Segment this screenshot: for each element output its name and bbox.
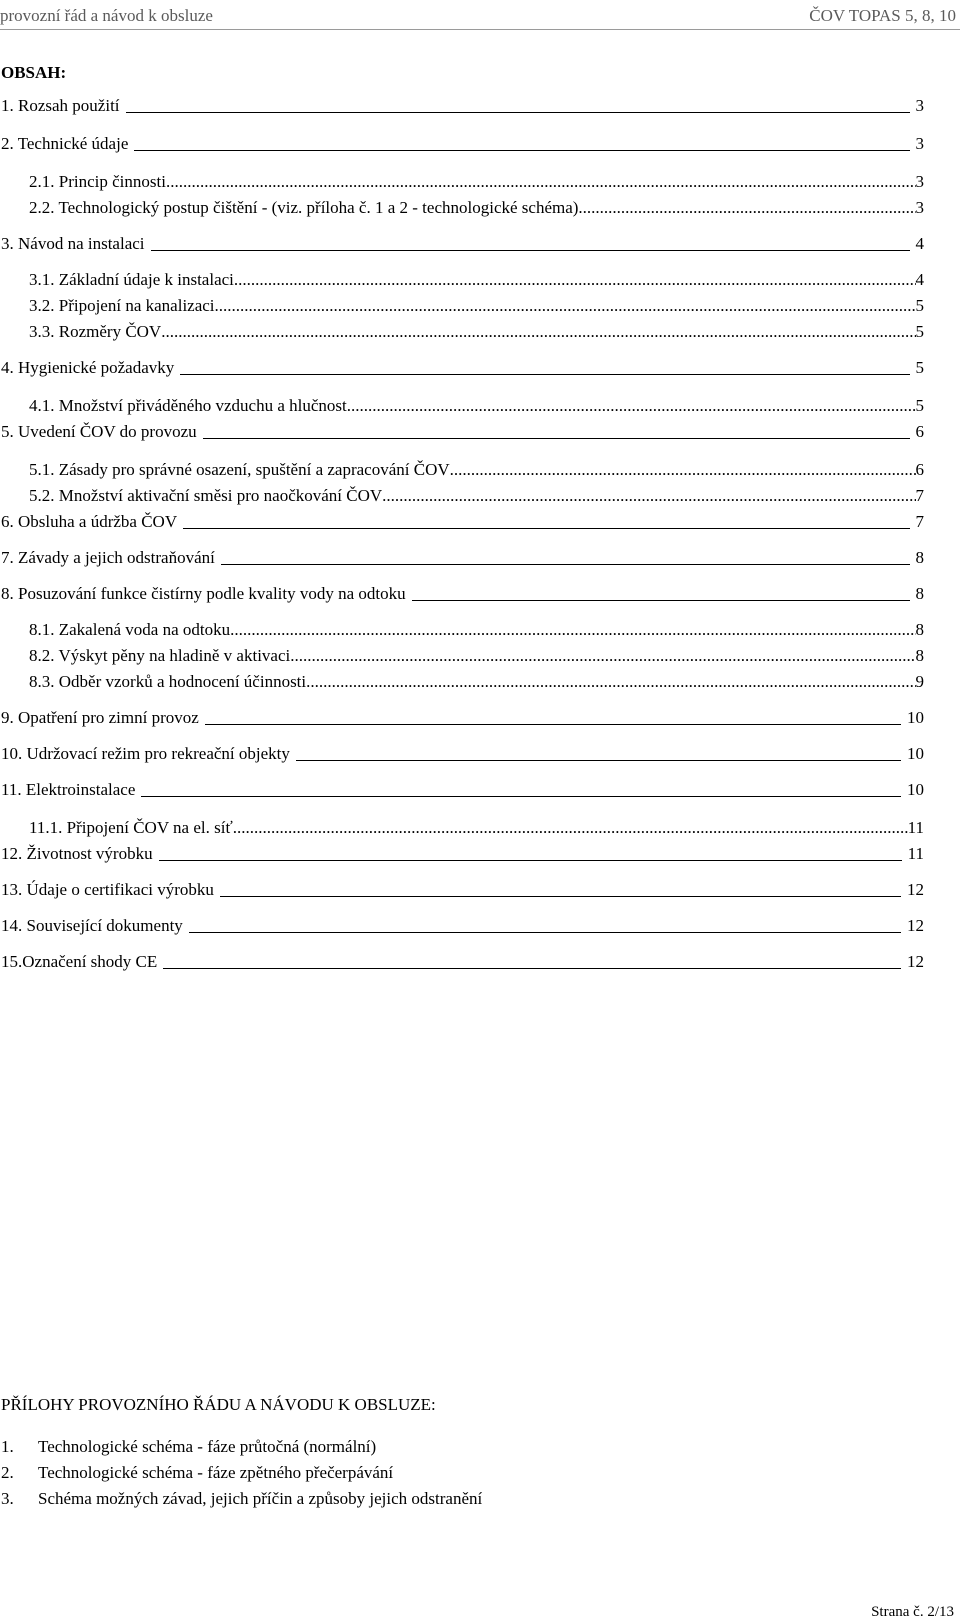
toc-entry-title: 11. Elektroinstalace [1,780,136,799]
line-leader [205,724,901,725]
toc-entry-page: 5 [915,358,924,377]
toc-entry-page: 12 [907,880,924,899]
dot-leader [306,672,915,692]
toc-entry-page: 10 [907,744,924,763]
toc-entry-page: 4 [915,270,924,289]
line-leader [163,968,901,969]
dot-leader [161,322,915,342]
attachment-number: 3. [1,1489,14,1508]
line-leader [189,932,901,933]
toc-entry-page: 4 [915,234,924,253]
line-leader [220,896,901,897]
dot-leader [166,172,916,192]
dot-leader [233,818,908,838]
toc-entry-page: 8 [915,584,924,603]
toc-entry-page: 10 [907,780,924,799]
toc-entry-title: 3.1. Základní údaje k instalaci [29,270,234,289]
header-left-text: provozní řád a návod k obsluze [0,6,213,25]
toc-entry[interactable] [1,742,924,764]
toc-entry-page: 3 [915,96,924,115]
toc-entry-title: 2. Technické údaje [1,134,129,153]
dot-leader [347,396,916,416]
toc-entry-title: 1. Rozsah použití [1,96,120,115]
toc-entry[interactable] [29,670,924,692]
toc-entry-page: 5 [915,296,924,315]
toc-entry[interactable] [29,320,924,342]
toc-entry-title: 4. Hygienické požadavky [1,358,175,377]
toc-entry[interactable] [1,914,924,936]
toc-entry[interactable] [1,842,924,864]
attachment-item [1,1437,376,1457]
line-leader [296,760,901,761]
toc-entry-title: 8.3. Odběr vzorků a hodnocení účinnosti [29,672,307,691]
attachment-text: Technologické schéma - fáze zpětného přečerpávání [38,1463,394,1482]
toc-entry[interactable] [29,196,924,218]
toc-entry[interactable] [29,268,924,290]
toc-entry-title: 7. Závady a jejich odstraňování [1,548,215,567]
toc-entry-title: 14. Související dokumenty [1,916,183,935]
line-leader [134,150,909,151]
line-leader [151,250,910,251]
toc-entry-title: 5. Uvedení ČOV do provozu [1,422,197,441]
toc-entry-page: 12 [907,952,924,971]
toc-entry-page: 8 [915,548,924,567]
toc-entry[interactable] [29,170,924,192]
toc-entry[interactable] [29,816,924,838]
toc-entry-page: 12 [907,916,924,935]
line-leader [180,374,909,375]
toc-entry-title: 10. Udržovací režim pro rekreační objekty [1,744,290,763]
toc-entry[interactable] [29,618,924,640]
toc-entry-title: 8. Posuzování funkce čistírny podle kvality vody na odtoku [1,584,406,603]
toc-entry-title: 9. Opatření pro zimní provoz [1,708,199,727]
header-right-text: ČOV TOPAS 5, 8, 10 [809,6,956,25]
toc-entry[interactable] [29,458,924,480]
toc-entry-page: 3 [915,134,924,153]
toc-entry-title: 12. Životnost výrobku [1,844,153,863]
page-header [0,3,960,30]
line-leader [412,600,910,601]
toc-entry[interactable] [29,484,924,506]
toc-entry-page: 7 [915,486,924,505]
toc-entry-page: 8 [915,646,924,665]
dot-leader [230,620,915,640]
toc-entry[interactable] [1,356,924,378]
toc-entry-title: 11.1. Připojení ČOV na el. síť [29,818,233,837]
toc-entry-title: 3. Návod na instalaci [1,234,145,253]
toc-entry-page: 6 [915,460,924,479]
line-leader [183,528,909,529]
attachment-text: Technologické schéma - fáze průtočná (normální) [38,1437,377,1456]
toc-entry[interactable] [1,778,924,800]
toc-entry[interactable] [29,294,924,316]
toc-entry-title: 5.2. Množství aktivační směsi pro naočkování ČOV [29,486,383,505]
toc-entry-title: 8.1. Zakalená voda na odtoku [29,620,231,639]
toc-entry[interactable] [1,950,924,972]
toc-entry-title: 2.2. Technologický postup čištění - (viz. příloha č. 1 a 2 - technologické schéma) [29,198,579,217]
attachment-item [1,1489,482,1509]
attachment-number: 2. [1,1463,14,1482]
toc-entry-title: 2.1. Princip činnosti [29,172,166,191]
toc-entry[interactable] [29,394,924,416]
toc-entry-title: 3.2. Připojení na kanalizaci [29,296,215,315]
toc-entry[interactable] [1,582,924,604]
toc-entry[interactable] [1,420,924,442]
toc-title: OBSAH: [1,63,67,82]
toc-entry[interactable] [29,644,924,666]
toc-entry-page: 3 [915,172,924,191]
line-leader [203,438,910,439]
dot-leader [215,296,916,316]
line-leader [141,796,901,797]
toc-entry-title: 15.Označení shody CE [1,952,158,971]
toc-entry[interactable] [1,94,924,116]
toc-entry[interactable] [1,132,924,154]
dot-leader [450,460,916,480]
toc-entry[interactable] [1,878,924,900]
toc-entry-page: 11 [907,818,924,837]
attachment-item [1,1463,393,1483]
dot-leader [290,646,915,666]
toc-entry[interactable] [1,706,924,728]
toc-entry-page: 3 [915,198,924,217]
line-leader [221,564,910,565]
toc-entry-title: 4.1. Množství přiváděného vzduchu a hlučnost [29,396,347,415]
toc-entry-title: 13. Údaje o certifikaci výrobku [1,880,214,899]
toc-entry-page: 6 [915,422,924,441]
attachments-title: PŘÍLOHY PROVOZNÍHO ŘÁDU A NÁVODU K OBSLUZE: [1,1395,436,1414]
toc-entry-page: 7 [915,512,924,531]
toc-entry-page: 9 [915,672,924,691]
toc-entry-page: 10 [907,708,924,727]
attachment-number: 1. [1,1437,14,1456]
line-leader [159,860,902,861]
toc-entry-title: 8.2. Výskyt pěny na hladině v aktivaci [29,646,291,665]
toc-entry-page: 5 [915,322,924,341]
dot-leader [234,270,916,290]
attachment-text: Schéma možných závad, jejich příčin a způsoby jejich odstranění [38,1489,483,1508]
toc-entry-page: 5 [915,396,924,415]
dot-leader [382,486,915,506]
toc-entry-title: 5.1. Zásady pro správné osazení, spuštění a zapracování ČOV [29,460,450,479]
toc-entry[interactable] [1,510,924,532]
toc-entry-page: 8 [915,620,924,639]
page-number: Strana č. 2/13 [871,1604,954,1620]
toc-entry[interactable] [1,546,924,568]
toc-entry-title: 6. Obsluha a údržba ČOV [1,512,178,531]
toc-entry-title: 3.3. Rozměry ČOV [29,322,162,341]
toc-entry-page: 11 [907,844,924,863]
dot-leader [578,198,915,218]
toc-entry[interactable] [1,232,924,254]
line-leader [126,112,910,113]
